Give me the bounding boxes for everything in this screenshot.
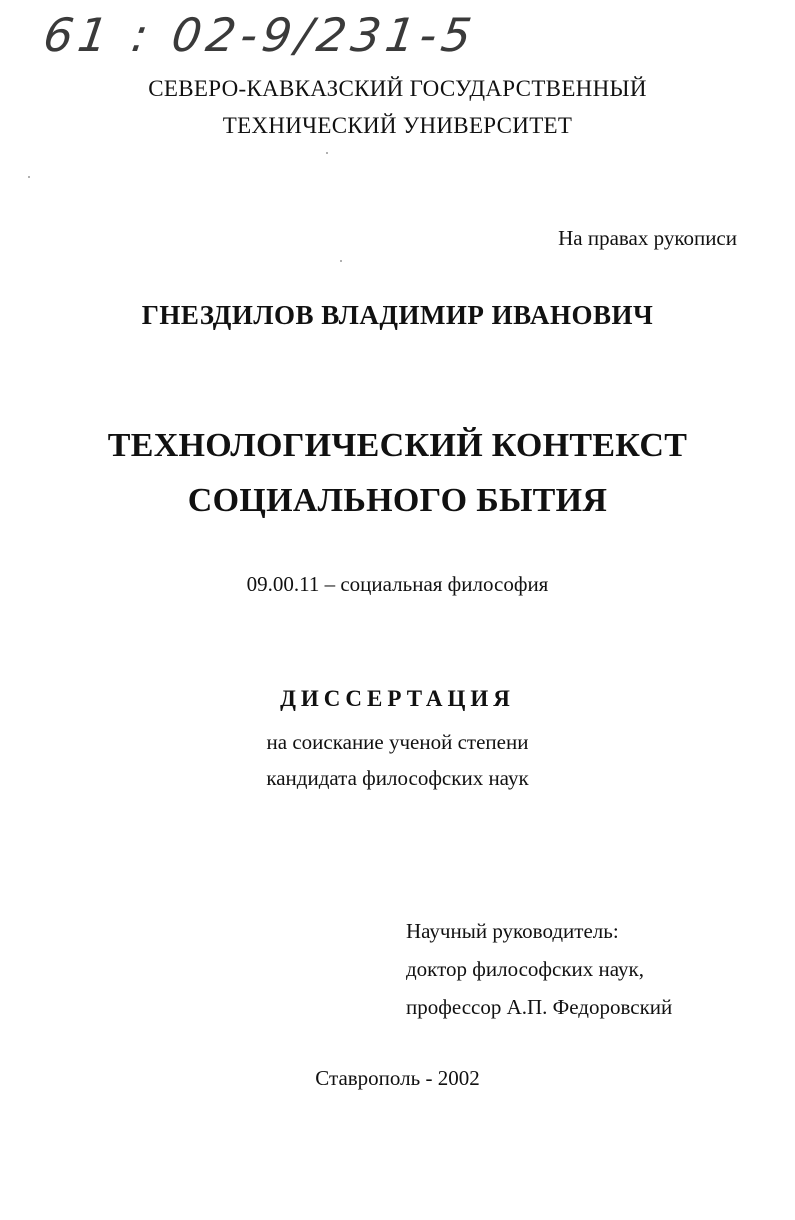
document-type: ДИССЕРТАЦИЯ bbox=[280, 686, 515, 711]
title-line-1: ТЕХНОЛОГИЧЕСКИЙ КОНТЕКСТ bbox=[107, 427, 688, 464]
handwritten-archive-code: 61 : 02-9/231-5 bbox=[40, 8, 480, 62]
title-line-2: СОЦИАЛЬНОГО БЫТИЯ bbox=[187, 482, 608, 519]
specialty-code: 09.00.11 – социальная философия bbox=[246, 572, 549, 596]
supervisor-name: профессор А.П. Федоровский bbox=[406, 995, 673, 1019]
university-name bbox=[0, 70, 795, 144]
scan-speck bbox=[28, 176, 30, 178]
university-line-2: ТЕХНИЧЕСКИЙ УНИВЕРСИТЕТ bbox=[222, 113, 573, 138]
place-and-year: Ставрополь - 2002 bbox=[315, 1066, 480, 1090]
scan-speck bbox=[326, 152, 328, 154]
manuscript-rights-note: На правах рукописи bbox=[558, 226, 737, 250]
university-line-1: СЕВЕРО-КАВКАЗСКИЙ ГОСУДАРСТВЕННЫЙ bbox=[148, 76, 647, 101]
supervisor-block bbox=[406, 912, 672, 1026]
degree-line-2: кандидата философских наук bbox=[266, 766, 529, 790]
supervisor-degree: доктор философских наук, bbox=[406, 957, 644, 981]
degree-description bbox=[0, 724, 795, 796]
degree-line-1: на соискание ученой степени bbox=[266, 730, 529, 754]
scan-speck bbox=[340, 260, 342, 262]
dissertation-title bbox=[0, 418, 795, 528]
author-name: ГНЕЗДИЛОВ ВЛАДИМИР ИВАНОВИЧ bbox=[141, 300, 654, 330]
supervisor-label: Научный руководитель: bbox=[406, 919, 619, 943]
